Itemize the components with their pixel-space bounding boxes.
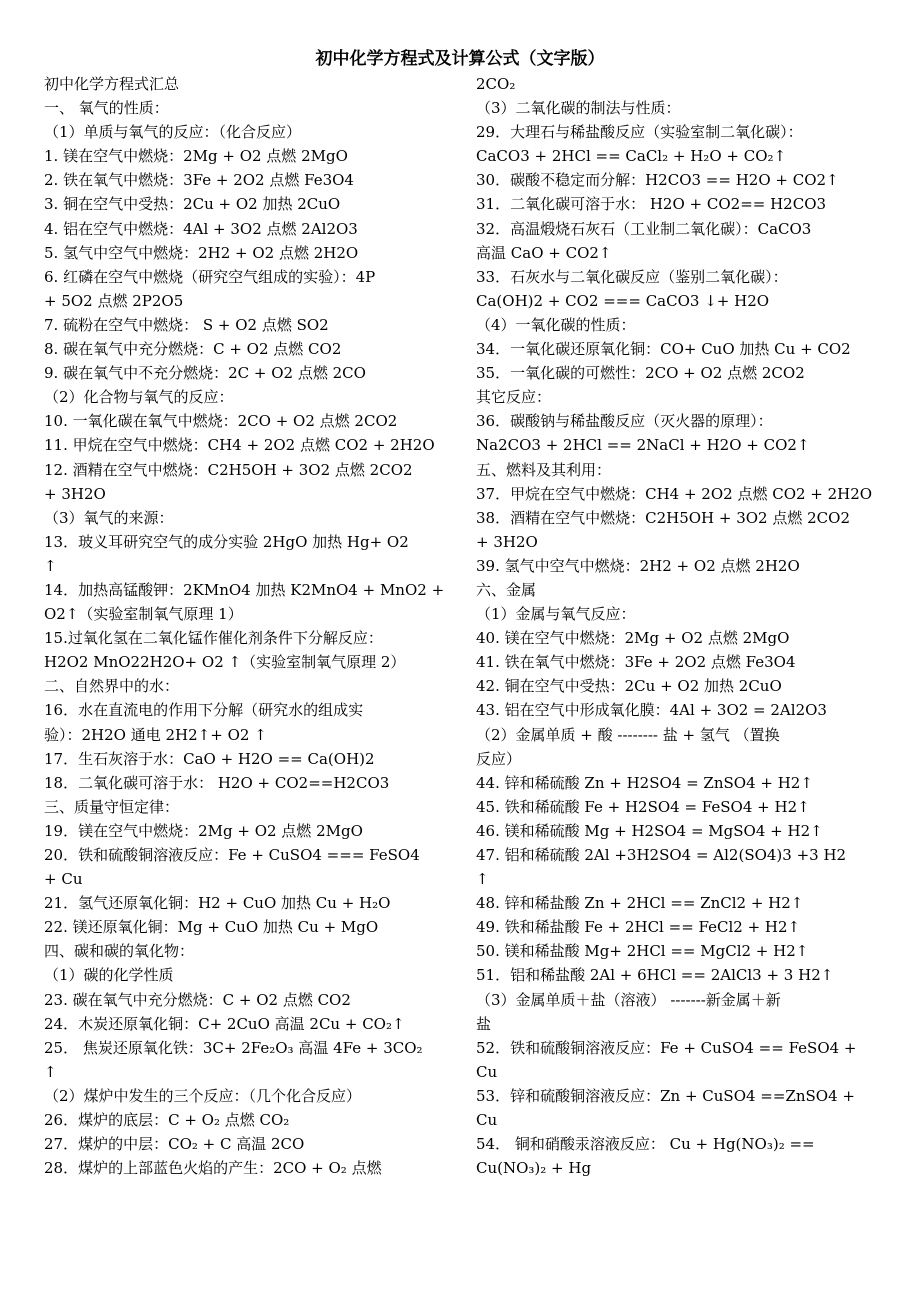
text-line: 46. 镁和稀硫酸 Mg + H2SO4 = MgSO4 + H2↑: [476, 821, 823, 840]
text-line: 9. 碳在氧气中不充分燃烧：2C + O2 点燃 2CO: [44, 364, 366, 383]
text-line: 12. 酒精在空气中燃烧：C2H5OH + 3O2 点燃 2CO2: [44, 460, 413, 479]
text-line: 15.过氧化氢在二氧化锰作催化剂条件下分解反应：: [44, 629, 383, 648]
text-line: 三、质量守恒定律：: [44, 797, 180, 816]
text-line: 32．高温煅烧石灰石（工业制二氧化碳）：CaCO3: [476, 219, 812, 238]
text-line: 35．一氧化碳的可燃性：2CO + O2 点燃 2CO2: [476, 364, 805, 383]
text-line: 21．氢气还原氧化铜：H2 + CuO 加热 Cu + H₂O: [44, 894, 391, 913]
text-line: 37．甲烷在空气中燃烧：CH4 + 2O2 点燃 CO2 + 2H2O: [476, 484, 873, 503]
text-line: 20．铁和硫酸铜溶液反应：Fe + CuSO4 === FeSO4: [44, 846, 420, 864]
text-line: 4. 铝在空气中燃烧：4Al + 3O2 点燃 2Al2O3: [44, 219, 358, 238]
text-line: 初中化学方程式汇总: [44, 75, 180, 93]
text-line: + 5O2 点燃 2P2O5: [44, 291, 184, 310]
text-line: 47. 铝和稀硫酸 2Al +3H2SO4 = Al2(SO4)3 +3 H2: [476, 846, 847, 864]
text-line: 54． 铜和硝酸汞溶液反应： Cu + Hg(NO₃)₂ ==: [476, 1135, 815, 1154]
text-line: + 3H2O: [476, 532, 538, 551]
text-line: 48. 锌和稀盐酸 Zn + 2HCl == ZnCl2 + H2↑: [476, 894, 804, 913]
text-line: 5. 氢气中空气中燃烧：2H2 + O2 点燃 2H2O: [44, 243, 359, 262]
text-line: 高温 CaO + CO2↑: [476, 243, 612, 262]
text-line: 28．煤炉的上部蓝色火焰的产生：2CO + O₂ 点燃: [44, 1159, 382, 1178]
text-line: 反应）: [476, 749, 522, 768]
text-line: （3）二氧化碳的制法与性质：: [476, 99, 681, 118]
left-column: [44, 72, 474, 1180]
text-line: 2CO₂: [476, 75, 516, 93]
text-line: Ca(OH)2 + CO2 === CaCO3 ↓+ H2O: [476, 291, 770, 310]
text-line: 53．锌和硫酸铜溶液反应：Zn + CuSO4 ==ZnSO4 +: [476, 1086, 855, 1105]
text-line: 27．煤炉的中层：CO₂ + C 高温 2CO: [44, 1135, 305, 1154]
text-line: 1. 镁在空气中燃烧：2Mg + O2 点燃 2MgO: [44, 147, 348, 166]
text-line: 24．木炭还原氧化铜：C+ 2CuO 高温 2Cu + CO₂↑: [44, 1014, 405, 1033]
text-line: 34．一氧化碳还原氧化铜：CO+ CuO 加热 Cu + CO2: [476, 340, 851, 359]
text-line: （2）化合物与氧气的反应：: [44, 388, 234, 407]
text-line: 14．加热高锰酸钾：2KMnO4 加热 K2MnO4 + MnO2 +: [44, 580, 445, 599]
text-line: 7. 硫粉在空气中燃烧： S + O2 点燃 SO2: [44, 315, 329, 334]
text-line: 33．石灰水与二氧化碳反应（鉴别二氧化碳）：: [476, 267, 788, 286]
document-title: 初中化学方程式及计算公式（文字版）: [315, 49, 605, 69]
text-line: 41. 铁在氧气中燃烧：3Fe + 2O2 点燃 Fe3O4: [476, 653, 796, 672]
text-line: H2O2 MnO22H2O+ O2 ↑（实验室制氧气原理 2）: [44, 653, 406, 672]
text-line: 43. 铝在空气中形成氧化膜：4Al + 3O2 = 2Al2O3: [476, 701, 827, 720]
text-line: 31．二氧化碳可溶于水： H2O + CO2== H2CO3: [476, 195, 827, 214]
text-line: 42. 铜在空气中受热：2Cu + O2 加热 2CuO: [476, 677, 782, 696]
text-line: 11. 甲烷在空气中燃烧：CH4 + 2O2 点燃 CO2 + 2H2O: [44, 436, 435, 455]
text-line: ↑: [476, 870, 489, 889]
text-line: 13．玻义耳研究空气的成分实验 2HgO 加热 Hg+ O2: [44, 532, 409, 551]
text-line: （1）碳的化学性质: [44, 966, 174, 985]
text-line: 6. 红磷在空气中燃烧（研究空气组成的实验）：4P: [44, 267, 376, 286]
text-line: 45. 铁和稀硫酸 Fe + H2SO4 = FeSO4 + H2↑: [476, 797, 810, 816]
text-line: 10. 一氧化碳在氧气中燃烧：2CO + O2 点燃 2CO2: [44, 412, 398, 431]
text-line: （3）氧气的来源：: [44, 508, 174, 527]
text-line: 二、自然界中的水：: [44, 677, 180, 696]
text-line: 22. 镁还原氧化铜：Mg + CuO 加热 Cu + MgO: [44, 918, 379, 937]
text-line: （1）单质与氧气的反应：（化合反应）: [44, 123, 302, 142]
text-line: O2↑（实验室制氧气原理 1）: [44, 605, 243, 624]
text-line: （2）煤炉中发生的三个反应：（几个化合反应）: [44, 1086, 362, 1105]
text-line: 17．生石灰溶于水：CaO + H2O == Ca(OH)2: [44, 749, 375, 768]
text-line: 四、碳和碳的氧化物：: [44, 942, 195, 961]
text-line: + 3H2O: [44, 484, 106, 503]
text-line: 验）：2H2O 通电 2H2↑+ O2 ↑: [44, 725, 267, 744]
text-line: 一、 氧气的性质：: [44, 99, 169, 118]
text-line: 六、金属: [476, 580, 537, 599]
text-line: 51．铝和稀盐酸 2Al + 6HCl == 2AlCl3 + 3 H2↑: [476, 966, 834, 985]
text-line: 49. 铁和稀盐酸 Fe + 2HCl == FeCl2 + H2↑: [476, 918, 801, 937]
text-line: ↑: [44, 1062, 57, 1081]
text-line: + Cu: [44, 870, 83, 889]
text-line: 36．碳酸钠与稀盐酸反应（灭火器的原理）：: [476, 412, 773, 431]
text-line: 3. 铜在空气中受热：2Cu + O2 加热 2CuO: [44, 195, 341, 214]
text-line: ↑: [44, 556, 57, 575]
text-line: Cu: [476, 1062, 498, 1081]
text-line: 23. 碳在氧气中充分燃烧：C + O2 点燃 CO2: [44, 990, 351, 1009]
text-line: 50. 镁和稀盐酸 Mg+ 2HCl == MgCl2 + H2↑: [476, 942, 809, 961]
text-line: （4）一氧化碳的性质：: [476, 315, 636, 334]
text-line: 38．酒精在空气中燃烧：C2H5OH + 3O2 点燃 2CO2: [476, 508, 850, 527]
text-line: Na2CO3 + 2HCl == 2NaCl + H2O + CO2↑: [476, 436, 810, 455]
text-line: 五、燃料及其利用：: [476, 460, 612, 479]
text-line: 44. 锌和稀硫酸 Zn + H2SO4 = ZnSO4 + H2↑: [476, 773, 813, 792]
text-line: CaCO3 + 2HCl == CaCl₂ + H₂O + CO₂↑: [476, 147, 787, 166]
text-line: 16．水在直流电的作用下分解（研究水的组成实: [44, 701, 364, 720]
text-line: （3）金属单质＋盐（溶液） -------新金属＋新: [476, 990, 781, 1009]
text-line: 29．大理石与稀盐酸反应（实验室制二氧化碳）：: [476, 123, 803, 142]
text-line: 52．铁和硫酸铜溶液反应：Fe + CuSO4 == FeSO4 +: [476, 1038, 857, 1057]
text-line: 2. 铁在氧气中燃烧：3Fe + 2O2 点燃 Fe3O4: [44, 171, 354, 190]
text-line: 26．煤炉的底层：C + O₂ 点燃 CO₂: [44, 1111, 290, 1130]
text-line: Cu(NO₃)₂ + Hg: [476, 1159, 592, 1178]
text-line: 其它反应：: [476, 388, 552, 407]
right-column: [476, 72, 906, 1180]
text-line: Cu: [476, 1111, 498, 1130]
text-line: 39. 氢气中空气中燃烧：2H2 + O2 点燃 2H2O: [476, 556, 800, 575]
text-line: 18．二氧化碳可溶于水： H2O + CO2==H2CO3: [44, 773, 390, 792]
text-line: 19．镁在空气中燃烧：2Mg + O2 点燃 2MgO: [44, 821, 363, 840]
text-line: 40. 镁在空气中燃烧：2Mg + O2 点燃 2MgO: [476, 629, 790, 648]
text-line: （2）金属单质 + 酸 -------- 盐 + 氢气 （置换: [476, 725, 780, 744]
text-line: 盐: [476, 1014, 492, 1033]
text-line: 8. 碳在氧气中充分燃烧：C + O2 点燃 CO2: [44, 340, 342, 359]
text-line: 25． 焦炭还原氧化铁：3C+ 2Fe₂O₃ 高温 4Fe + 3CO₂: [44, 1038, 423, 1057]
text-line: 30．碳酸不稳定而分解：H2CO3 == H2O + CO2↑: [476, 171, 839, 190]
text-line: （1）金属与氧气反应：: [476, 605, 636, 624]
